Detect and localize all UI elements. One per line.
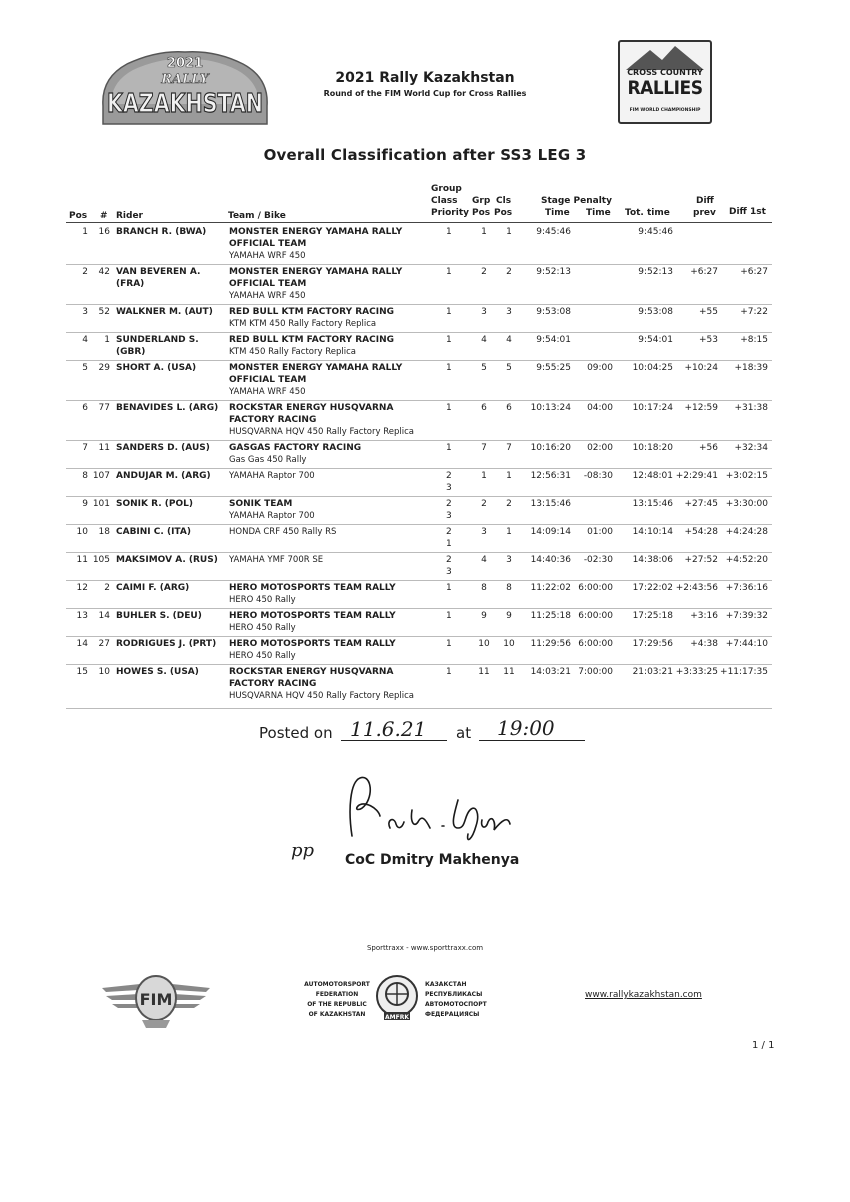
cell-rider: SUNDERLAND S. (116, 335, 199, 345)
row-divider (66, 400, 772, 401)
cell-grp-pos: 1 (481, 227, 487, 237)
cell-group-priority: 1 (446, 583, 452, 593)
cell-team: RED BULL KTM FACTORY RACING (229, 335, 394, 345)
cell-team: ROCKSTAR ENERGY HUSQVARNA (229, 667, 394, 677)
header-rule (66, 222, 772, 223)
cell-diff-first: +4:24:28 (725, 527, 768, 537)
row-divider (66, 332, 772, 333)
cell-total-time: 17:29:56 (632, 639, 673, 649)
col-stage-time: Time (545, 208, 570, 218)
col-stage-penalty: Stage Penalty (541, 196, 612, 206)
cell-total-time: 13:15:46 (632, 499, 673, 509)
row-divider (66, 440, 772, 441)
cell-diff-prev: +55 (699, 307, 718, 317)
posted-time: 19:00 (497, 716, 555, 740)
cell-diff-prev: +53 (699, 335, 718, 345)
cell-pos: 12 (76, 583, 88, 593)
cell-grp-pos: 1 (481, 471, 487, 481)
signature-prefix: pp (291, 840, 315, 861)
cell-bike: HERO 450 Rally (229, 623, 296, 633)
cell-stage-time: 14:09:14 (530, 527, 571, 537)
cell-penalty-time: -02:30 (583, 555, 613, 565)
cell-diff-prev: +27:45 (684, 499, 718, 509)
cell-bike: YAMAHA Raptor 700 (229, 471, 315, 481)
cell-diff-first: +8:15 (740, 335, 768, 345)
cell-rider: VAN BEVEREN A. (116, 267, 201, 277)
cell-grp-pos: 4 (481, 335, 487, 345)
cell-grp-pos: 2 (481, 499, 487, 509)
cell-bike: KTM 450 Rally Factory Replica (229, 347, 356, 357)
cell-penalty-time: 02:00 (587, 443, 613, 453)
col-gcp-2: Class (431, 196, 458, 206)
cell-stage-time: 11:22:02 (530, 583, 571, 593)
cell-team: SONIK TEAM (229, 499, 293, 509)
col-tot-time: Tot. time (625, 208, 670, 218)
cell-team-line2: FACTORY RACING (229, 415, 317, 425)
row-divider (66, 524, 772, 525)
cell-team: HERO MOTOSPORTS TEAM RALLY (229, 611, 396, 621)
cell-bike: YAMAHA WRF 450 (229, 291, 306, 301)
cell-diff-first: +32:34 (734, 443, 768, 453)
cell-bike: HONDA CRF 450 Rally RS (229, 527, 337, 537)
cell-number: 18 (98, 527, 110, 537)
cell-group-priority: 2 (446, 527, 452, 537)
svg-text:RALLY: RALLY (161, 72, 209, 87)
cell-number: 52 (98, 307, 110, 317)
cell-diff-prev: +3:16 (690, 611, 718, 621)
cell-diff-prev: +6:27 (690, 267, 718, 277)
cell-bike: Gas Gas 450 Rally (229, 455, 307, 465)
cell-rider: CABINI C. (ITA) (116, 527, 191, 537)
cell-rider: HOWES S. (USA) (116, 667, 199, 677)
cell-diff-prev: +10:24 (684, 363, 718, 373)
cell-diff-first: +7:36:16 (725, 583, 768, 593)
cell-stage-time: 9:52:13 (536, 267, 571, 277)
cell-diff-prev: +12:59 (684, 403, 718, 413)
event-subtitle: Round of the FIM World Cup for Cross Rallies (323, 89, 527, 98)
cell-group-priority: 1 (446, 267, 452, 277)
cell-pos: 11 (76, 555, 88, 565)
row-divider (66, 264, 772, 265)
federation-emblem (372, 972, 422, 1028)
cell-team: GASGAS FACTORY RACING (229, 443, 362, 453)
cell-diff-first: +11:17:35 (720, 667, 768, 677)
cell-team-line2: OFFICIAL TEAM (229, 279, 307, 289)
cell-total-time: 9:52:13 (638, 267, 673, 277)
cell-cls-pos: 8 (506, 583, 512, 593)
col-num: # (100, 211, 108, 221)
cell-total-time: 10:17:24 (632, 403, 673, 413)
cell-cls-pos: 9 (506, 611, 512, 621)
cell-grp-pos: 3 (481, 527, 487, 537)
cell-rider: SONIK R. (POL) (116, 499, 193, 509)
row-divider (66, 608, 772, 609)
cell-rider: BRANCH R. (BWA) (116, 227, 207, 237)
cell-pos: 7 (82, 443, 88, 453)
row-divider (66, 496, 772, 497)
cell-stage-time: 11:29:56 (530, 639, 571, 649)
cell-pos: 2 (82, 267, 88, 277)
cell-grp-pos: 5 (481, 363, 487, 373)
sporttraxx-credit: Sporttraxx - www.sporttraxx.com (366, 944, 484, 952)
cell-cls-pos: 5 (506, 363, 512, 373)
cell-rider-country: (GBR) (116, 347, 146, 357)
col-diff-prev-1: Diff (696, 196, 714, 206)
cell-cls-pos: 6 (506, 403, 512, 413)
cell-stage-time: 10:13:24 (530, 403, 571, 413)
cell-number: 27 (98, 639, 110, 649)
cell-diff-first: +6:27 (740, 267, 768, 277)
cell-team: MONSTER ENERGY YAMAHA RALLY (229, 363, 403, 373)
cell-penalty-time: 6:00:00 (578, 639, 613, 649)
event-title: 2021 Rally Kazakhstan (335, 70, 515, 86)
cell-grp-pos: 7 (481, 443, 487, 453)
cell-bike: YAMAHA Raptor 700 (229, 511, 315, 521)
signature (330, 770, 530, 854)
cell-bike: HERO 450 Rally (229, 651, 296, 661)
cell-rider: CAIMI F. (ARG) (116, 583, 190, 593)
cell-grp-pos: 8 (481, 583, 487, 593)
col-cls-2: Pos (494, 208, 513, 218)
posted-date-line (341, 740, 447, 741)
cell-group-priority: 1 (446, 363, 452, 373)
cell-pos: 4 (82, 335, 88, 345)
cell-number: 105 (92, 555, 110, 565)
cell-bike: YAMAHA YMF 700R SE (229, 555, 324, 565)
cell-diff-first: +4:52:20 (725, 555, 768, 565)
row-divider (66, 708, 772, 709)
cell-pos: 10 (76, 527, 88, 537)
cell-number: 14 (98, 611, 110, 621)
row-divider (66, 636, 772, 637)
posted-on-label: Posted on (259, 724, 333, 742)
cell-pos: 14 (76, 639, 88, 649)
cell-grp-pos: 9 (481, 611, 487, 621)
cell-team: RED BULL KTM FACTORY RACING (229, 307, 394, 317)
cell-cls-pos: 3 (506, 555, 512, 565)
cell-team: HERO MOTOSPORTS TEAM RALLY (229, 583, 396, 593)
cell-bike: YAMAHA WRF 450 (229, 251, 306, 261)
cell-stage-time: 14:03:21 (530, 667, 571, 677)
document-title: Overall Classification after SS3 LEG 3 (263, 146, 587, 164)
cell-rider: RODRIGUES J. (PRT) (116, 639, 217, 649)
cell-stage-time: 11:25:18 (530, 611, 571, 621)
col-pos: Pos (69, 211, 88, 221)
cell-total-time: 12:48:01 (632, 471, 673, 481)
cell-number: 2 (104, 583, 110, 593)
cell-rider: ANDUJAR M. (ARG) (116, 471, 211, 481)
row-divider (66, 664, 772, 665)
cell-grp-pos: 10 (478, 639, 490, 649)
posted-at-label: at (456, 724, 472, 742)
cell-cls-pos: 2 (506, 499, 512, 509)
cell-stage-time: 9:55:25 (536, 363, 571, 373)
cell-pos: 9 (82, 499, 88, 509)
cell-cls-pos: 1 (506, 527, 512, 537)
cell-diff-prev: +54:28 (684, 527, 718, 537)
cell-team-line2: OFFICIAL TEAM (229, 239, 307, 249)
col-grp-2: Pos (472, 208, 491, 218)
cell-group-priority: 1 (446, 227, 452, 237)
cell-group-priority: 1 (446, 307, 452, 317)
row-divider (66, 552, 772, 553)
cell-cls-pos: 11 (503, 667, 515, 677)
cell-bike: KTM KTM 450 Rally Factory Replica (229, 319, 377, 329)
cell-stage-time: 9:45:46 (536, 227, 571, 237)
cell-diff-prev: +2:43:56 (675, 583, 718, 593)
cell-group-priority: 2 (446, 555, 452, 565)
cell-cls-pos: 2 (506, 267, 512, 277)
cell-total-time: 17:22:02 (632, 583, 673, 593)
col-team: Team / Bike (228, 211, 286, 221)
cell-rider: SHORT A. (USA) (116, 363, 197, 373)
cell-team: MONSTER ENERGY YAMAHA RALLY (229, 227, 403, 237)
cell-stage-time: 10:16:20 (530, 443, 571, 453)
cell-diff-prev: +56 (699, 443, 718, 453)
col-cls-1: Cls (496, 196, 512, 206)
col-grp-1: Grp (472, 196, 491, 206)
cell-total-time: 17:25:18 (632, 611, 673, 621)
cell-total-time: 14:10:14 (632, 527, 673, 537)
cell-pos: 13 (76, 611, 88, 621)
cell-grp-pos: 3 (481, 307, 487, 317)
cell-rider-country: (FRA) (116, 279, 145, 289)
cell-team-line2: FACTORY RACING (229, 679, 317, 689)
fim-logo (98, 968, 214, 1036)
cell-rider: WALKNER M. (AUT) (116, 307, 213, 317)
cell-stage-time: 9:54:01 (536, 335, 571, 345)
col-diff-1st: Diff 1st (729, 207, 766, 217)
cell-number: 107 (92, 471, 110, 481)
cell-rider: BUHLER S. (DEU) (116, 611, 202, 621)
cell-cls-pos: 7 (506, 443, 512, 453)
cell-pos: 1 (82, 227, 88, 237)
cell-pos: 8 (82, 471, 88, 481)
cell-grp-pos: 2 (481, 267, 487, 277)
posted-time-line (479, 740, 585, 741)
cell-diff-prev: +27:52 (684, 555, 718, 565)
cell-total-time: 14:38:06 (632, 555, 673, 565)
cell-total-time: 10:18:20 (632, 443, 673, 453)
cell-pos: 6 (82, 403, 88, 413)
cell-total-time: 10:04:25 (632, 363, 673, 373)
cell-group-priority: 2 (446, 471, 452, 481)
cell-group-class: 3 (446, 567, 452, 577)
svg-text:KAZAKHSTAN: KAZAKHSTAN (107, 89, 263, 119)
cell-group-class: 3 (446, 511, 452, 521)
cell-total-time: 9:53:08 (638, 307, 673, 317)
cell-penalty-time: 04:00 (587, 403, 613, 413)
cell-grp-pos: 6 (481, 403, 487, 413)
cell-group-priority: 1 (446, 639, 452, 649)
cross-country-rallies-logo: CROSS COUNTRY RALLIES FIM WORLD CHAMPIONSHIP (618, 40, 712, 124)
cell-pos: 5 (82, 363, 88, 373)
cell-rider: SANDERS D. (AUS) (116, 443, 210, 453)
cell-number: 77 (98, 403, 110, 413)
col-gcp-1: Group (431, 184, 462, 194)
cell-group-priority: 1 (446, 403, 452, 413)
cell-diff-first: +18:39 (734, 363, 768, 373)
website-link[interactable]: www.rallykazakhstan.com (585, 990, 702, 1000)
cell-diff-first: +7:44:10 (725, 639, 768, 649)
cell-group-priority: 1 (446, 667, 452, 677)
cell-grp-pos: 11 (478, 667, 490, 677)
cell-number: 11 (98, 443, 110, 453)
cell-total-time: 21:03:21 (632, 667, 673, 677)
cell-diff-first: +31:38 (734, 403, 768, 413)
federation-name-en: AUTOMOTORSPORT FEDERATION OF THE REPUBLIC OF KAZAKHSTAN (304, 981, 370, 1018)
row-divider (66, 468, 772, 469)
svg-text:FIM: FIM (139, 990, 173, 1009)
cell-number: 101 (92, 499, 110, 509)
cell-cls-pos: 4 (506, 335, 512, 345)
cell-total-time: 9:45:46 (638, 227, 673, 237)
cell-number: 42 (98, 267, 110, 277)
cell-pos: 3 (82, 307, 88, 317)
cell-pos: 15 (76, 667, 88, 677)
cell-stage-time: 12:56:31 (530, 471, 571, 481)
cell-diff-first: +3:30:00 (725, 499, 768, 509)
row-divider (66, 360, 772, 361)
cell-team: ROCKSTAR ENERGY HUSQVARNA (229, 403, 394, 413)
cell-team: HERO MOTOSPORTS TEAM RALLY (229, 639, 396, 649)
cell-cls-pos: 3 (506, 307, 512, 317)
cell-stage-time: 13:15:46 (530, 499, 571, 509)
posted-date: 11.6.21 (350, 717, 427, 741)
cell-group-class: 1 (446, 539, 452, 549)
cell-diff-first: +3:02:15 (725, 471, 768, 481)
col-diff-prev-2: prev (693, 208, 716, 218)
cell-diff-prev: +4:38 (690, 639, 718, 649)
cell-diff-first: +7:22 (740, 307, 768, 317)
cell-rider: MAKSIMOV A. (RUS) (116, 555, 218, 565)
cell-number: 16 (98, 227, 110, 237)
cell-group-class: 3 (446, 483, 452, 493)
cell-team: MONSTER ENERGY YAMAHA RALLY (229, 267, 403, 277)
col-rider: Rider (116, 211, 143, 221)
col-gcp-3: Priority (431, 208, 469, 218)
cell-bike: HUSQVARNA HQV 450 Rally Factory Replica (229, 691, 414, 701)
cell-team-line2: OFFICIAL TEAM (229, 375, 307, 385)
cell-diff-prev: +2:29:41 (675, 471, 718, 481)
page-number: 1 / 1 (752, 1040, 775, 1051)
cell-bike: YAMAHA WRF 450 (229, 387, 306, 397)
cell-bike: HERO 450 Rally (229, 595, 296, 605)
cell-cls-pos: 10 (503, 639, 515, 649)
col-penalty-time: Time (586, 208, 611, 218)
cell-stage-time: 9:53:08 (536, 307, 571, 317)
cell-penalty-time: 7:00:00 (578, 667, 613, 677)
row-divider (66, 580, 772, 581)
cell-group-priority: 1 (446, 611, 452, 621)
cell-group-priority: 1 (446, 335, 452, 345)
cell-cls-pos: 1 (506, 227, 512, 237)
federation-name-kz: КАЗАКСТАН РЕСПУБЛИКАСЫ АВТОМОТОСПОРТ ФЕДЕРАЦИЯСЫ (425, 981, 487, 1018)
cell-penalty-time: 09:00 (587, 363, 613, 373)
cell-penalty-time: 6:00:00 (578, 611, 613, 621)
cell-rider: BENAVIDES L. (ARG) (116, 403, 219, 413)
cell-cls-pos: 1 (506, 471, 512, 481)
svg-text:2021: 2021 (166, 56, 204, 71)
signatory-name: CoC Dmitry Makhenya (345, 852, 520, 868)
cell-penalty-time: -08:30 (583, 471, 613, 481)
cell-penalty-time: 01:00 (587, 527, 613, 537)
cell-group-priority: 2 (446, 499, 452, 509)
cell-stage-time: 14:40:36 (530, 555, 571, 565)
cell-number: 10 (98, 667, 110, 677)
cell-total-time: 9:54:01 (638, 335, 673, 345)
cell-grp-pos: 4 (481, 555, 487, 565)
svg-text:AMFRK: AMFRK (385, 1014, 409, 1021)
cell-number: 29 (98, 363, 110, 373)
cell-diff-prev: +3:33:25 (675, 667, 718, 677)
cell-diff-first: +7:39:32 (725, 611, 768, 621)
cell-group-priority: 1 (446, 443, 452, 453)
row-divider (66, 304, 772, 305)
cell-penalty-time: 6:00:00 (578, 583, 613, 593)
cell-bike: HUSQVARNA HQV 450 Rally Factory Replica (229, 427, 414, 437)
cell-number: 1 (104, 335, 110, 345)
